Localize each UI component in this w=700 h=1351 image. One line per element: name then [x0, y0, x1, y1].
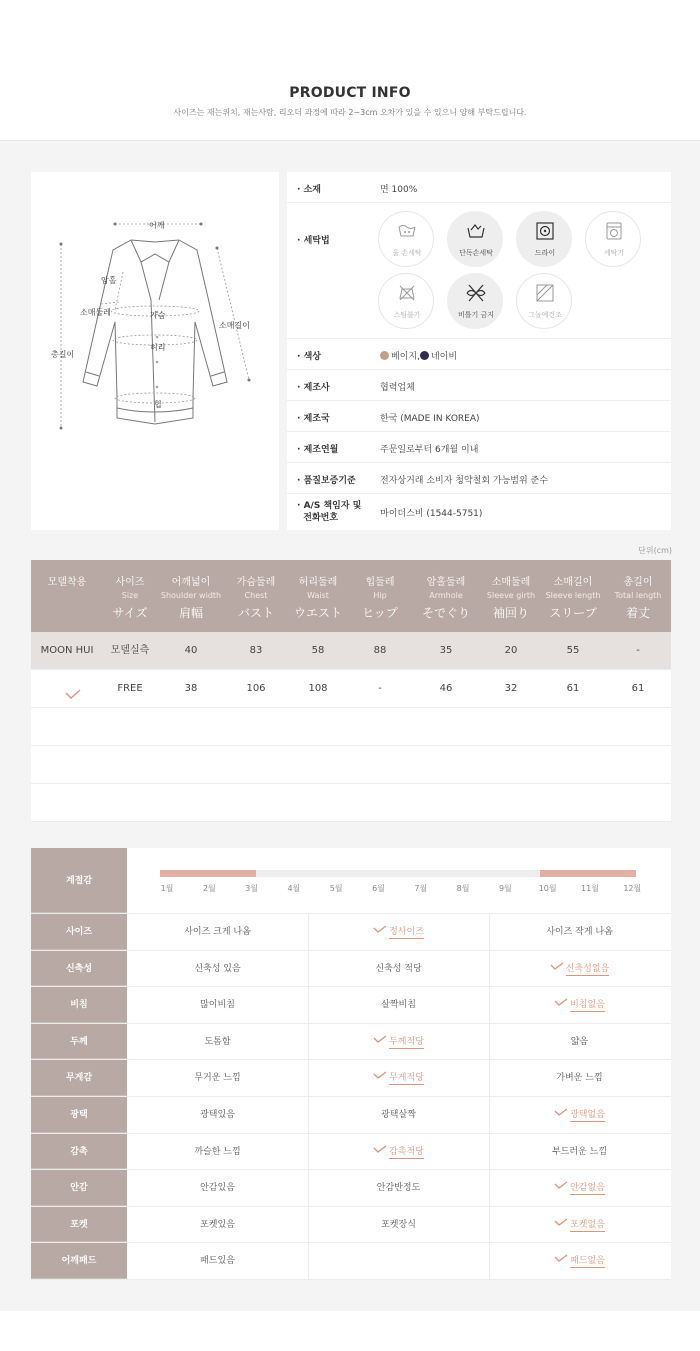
size-cell: [225, 784, 287, 822]
size-cell: [411, 784, 481, 822]
col-jp: 袖回り: [492, 606, 529, 620]
size-cell: [605, 746, 671, 784]
fit-option-text: 포켓없음: [570, 1219, 605, 1230]
label-hip: 힙: [154, 400, 162, 409]
column-divider: [489, 1097, 490, 1133]
quality-value: 전자상거래 소비자 청약철회 가능범위 준수: [380, 476, 548, 486]
fit-row-label: 비침: [31, 987, 127, 1023]
col-en: Sleeve length: [545, 591, 601, 600]
fit-option-text: 광택없음: [570, 1110, 605, 1120]
size-col-header: [481, 560, 541, 632]
wash-label: 비틀기 금지: [457, 311, 495, 319]
label-chest: 가슴: [150, 311, 166, 320]
column-divider: [489, 1243, 490, 1279]
size-cell: [349, 784, 411, 822]
fit-option: [308, 1243, 489, 1279]
label-total-length: 총길이: [51, 350, 75, 359]
size-cell: [349, 746, 411, 784]
size-cell: [103, 746, 157, 784]
month-label: 8월: [456, 884, 470, 893]
column-divider: [489, 914, 490, 950]
maker-label: · 제조사: [297, 383, 330, 393]
col-jp: サイズ: [112, 606, 148, 620]
size-col-header: [225, 560, 287, 632]
fit-option-text: 부드러운 느낌: [551, 1146, 608, 1157]
fit-row: [31, 1134, 671, 1171]
size-col-header: [287, 560, 349, 632]
season-fill-winter-early: [160, 870, 256, 877]
size-col-header: [103, 560, 157, 632]
label-armhole: 암홀: [101, 276, 117, 285]
size-cell: [31, 708, 103, 746]
month-label: 12월: [623, 884, 642, 893]
month-label: 2월: [202, 884, 216, 893]
fit-option-text: 안감있음: [200, 1183, 235, 1194]
no-wring-icon: [466, 283, 486, 303]
color-separator: ,: [417, 352, 420, 362]
col-kr: 소매길이: [553, 577, 593, 588]
col-en: Sleeve girth: [486, 591, 536, 600]
info-row-quality: [287, 463, 671, 494]
size-cell: [225, 746, 287, 784]
unit-label: 단위(cm): [638, 546, 672, 555]
size-col-header: [31, 560, 103, 632]
fit-row: [31, 1060, 671, 1097]
check-icon: [65, 684, 81, 703]
size-cell: 108: [308, 683, 328, 694]
info-row-color: [287, 339, 671, 370]
fit-option-text: 포켓장식: [381, 1219, 416, 1230]
fit-option-selected: [489, 987, 670, 1023]
fit-option-selected: [308, 1024, 489, 1060]
size-row: [31, 670, 671, 708]
column-divider: [308, 1170, 309, 1206]
column-divider: [308, 1060, 309, 1096]
color-navy: 네이비: [430, 352, 458, 362]
color-beige: 베이지: [391, 352, 418, 362]
check-icon: [554, 1254, 568, 1262]
size-cell: 58: [311, 645, 325, 656]
column-divider: [308, 951, 309, 987]
size-cell: 61: [631, 683, 645, 694]
column-divider: [308, 1243, 309, 1279]
size-cell: [157, 784, 225, 822]
wash-no-steam: [378, 273, 434, 329]
size-cell: FREE: [117, 683, 143, 694]
fit-option: [308, 1170, 489, 1206]
fit-option: [489, 1024, 670, 1060]
product-info-panel: [287, 172, 671, 530]
column-divider: [489, 1170, 490, 1206]
month-label: 1월: [160, 884, 174, 893]
fit-option-text: 무게적당: [389, 1073, 424, 1084]
wash-label: 단독손세탁: [459, 249, 493, 257]
fit-option-text: 정사이즈: [389, 927, 424, 937]
col-en: Chest: [244, 591, 268, 600]
month-label: 3월: [245, 884, 258, 893]
fit-option: [127, 987, 308, 1023]
info-row-material: [287, 172, 671, 203]
size-cell: 61: [566, 683, 580, 694]
info-row-as: [287, 494, 671, 530]
month-label: 10월: [538, 884, 557, 893]
month-label: 4월: [287, 884, 301, 893]
month-label: 6월: [372, 884, 385, 893]
maker-value: 협력업체: [380, 383, 415, 393]
fit-row: [31, 914, 671, 951]
fit-option: [127, 1170, 308, 1206]
shirt-illustration: [31, 172, 279, 530]
season-track: [160, 870, 636, 877]
size-cell: [541, 784, 605, 822]
wash-label: 스팀불가: [393, 311, 421, 319]
size-cell: 35: [439, 645, 453, 656]
fit-option-text: 까슬한 느낌: [194, 1146, 241, 1157]
country-label: · 제조국: [297, 414, 330, 424]
season-fill-winter-late: [540, 870, 636, 877]
size-cell: [605, 708, 671, 746]
fit-row-label: 두께: [31, 1024, 127, 1060]
fit-row: [31, 1097, 671, 1134]
column-divider: [308, 1024, 309, 1060]
fit-option-text: 사이즈 작게 나옴: [546, 927, 613, 937]
column-divider: [308, 1207, 309, 1243]
garment-diagram: [31, 172, 279, 530]
fit-option-text: 포켓있음: [200, 1219, 235, 1230]
size-cell: [541, 746, 605, 784]
size-cell: [287, 746, 349, 784]
col-jp: 着丈: [625, 606, 650, 620]
size-cell: 모델실측: [110, 645, 150, 656]
fit-option-selected: [489, 1097, 670, 1133]
fit-option: [127, 1243, 308, 1279]
fit-option: [308, 1207, 489, 1243]
size-cell: 46: [439, 683, 453, 694]
label-sleeve-length: 소매길이: [219, 321, 250, 330]
fit-row-label: 광택: [31, 1097, 127, 1133]
wash-washing-machine: [585, 211, 641, 267]
country-value: 한국 (MADE IN KOREA): [380, 414, 480, 424]
size-table-header: [31, 560, 671, 632]
fit-option-selected: [489, 1170, 670, 1206]
wash-label: 울 손세탁: [392, 249, 422, 257]
col-en: Size: [121, 591, 139, 600]
month-label: 9월: [498, 884, 512, 893]
size-col-header: [157, 560, 225, 632]
col-kr: 모델착용: [47, 577, 87, 588]
wash-dry-clean: [516, 211, 572, 267]
size-cell: [287, 708, 349, 746]
col-kr: 사이즈: [115, 577, 145, 588]
wash-label: 그늘에건조: [528, 311, 562, 319]
size-row: [31, 708, 671, 746]
fit-option-text: 많이비침: [200, 1000, 235, 1011]
check-icon: [554, 1181, 568, 1189]
col-kr: 허리둘레: [298, 577, 338, 588]
column-divider: [308, 1134, 309, 1170]
fit-row: [31, 1024, 671, 1061]
size-cell: 40: [184, 645, 198, 656]
col-en: Waist: [307, 591, 329, 600]
fit-option-text: 도톰함: [204, 1036, 231, 1047]
check-icon: [554, 1108, 568, 1116]
size-cell: 32: [504, 683, 518, 694]
label-waist: 허리: [150, 343, 166, 352]
size-cell: [349, 708, 411, 746]
size-cell: [605, 784, 671, 822]
fit-option: [308, 987, 489, 1023]
column-divider: [489, 1207, 490, 1243]
fit-option-selected: [489, 1207, 670, 1243]
fit-option-text: 무거운 느낌: [194, 1073, 241, 1084]
size-cell: 106: [246, 683, 266, 694]
fit-option-selected: [308, 914, 489, 950]
size-row: [31, 746, 671, 784]
fit-table: [31, 848, 671, 1280]
fit-option: [489, 914, 670, 950]
col-en: Shoulder width: [160, 591, 222, 600]
fit-option-text: 신축성 적당: [375, 963, 422, 974]
size-cell: [541, 708, 605, 746]
col-kr: 힙둘레: [365, 577, 395, 588]
size-cell: MOON HUI: [40, 645, 94, 656]
col-jp: そでぐり: [421, 606, 470, 620]
month-label: 5월: [329, 884, 343, 893]
material-value: 면 100%: [380, 185, 418, 195]
col-en: Hip: [373, 591, 387, 600]
info-row-maker: [287, 370, 671, 401]
column-divider: [489, 987, 490, 1023]
fit-option-text: 비침없음: [570, 1000, 605, 1011]
wash-label: · 세탁법: [297, 236, 330, 246]
fit-option-selected: [489, 951, 670, 987]
month-label: 7월: [414, 884, 428, 893]
fit-row-label: 감촉: [31, 1134, 127, 1170]
label-shoulder: 어깨: [149, 221, 165, 230]
color-value: [380, 349, 457, 362]
column-divider: [308, 1097, 309, 1133]
fit-row: [31, 1170, 671, 1207]
fit-row-label: 어깨패드: [31, 1243, 127, 1279]
column-divider: [489, 1134, 490, 1170]
size-cell: [481, 708, 541, 746]
col-kr: 어깨넓이: [171, 577, 211, 588]
check-icon: [373, 1071, 387, 1079]
fit-row-label: 신축성: [31, 951, 127, 987]
size-cell: [411, 708, 481, 746]
size-row: [31, 784, 671, 822]
column-divider: [489, 1060, 490, 1096]
size-col-header: [349, 560, 411, 632]
fit-option-text: 패드있음: [200, 1256, 235, 1267]
wash-label: 드라이: [534, 249, 556, 257]
size-cell: [287, 784, 349, 822]
check-icon: [373, 1035, 387, 1043]
fit-row: [31, 951, 671, 988]
check-icon: [550, 962, 564, 970]
page-header: [0, 0, 700, 140]
size-cell: [157, 746, 225, 784]
hand-wash-icon: [397, 221, 417, 241]
fit-option-selected: [308, 1060, 489, 1096]
fit-option-text: 광택있음: [200, 1110, 235, 1120]
fit-option: [127, 1097, 308, 1133]
size-cell: [103, 784, 157, 822]
fit-option: [489, 1060, 670, 1096]
fit-option-selected: [308, 1134, 489, 1170]
wash-label: 세탁기: [603, 249, 625, 257]
fit-option-text: 살짝비침: [381, 1000, 416, 1011]
column-divider: [489, 1024, 490, 1060]
size-cell: -: [636, 645, 640, 656]
info-row-date: [287, 432, 671, 463]
shade-dry-icon: [535, 283, 555, 303]
column-divider: [308, 987, 309, 1023]
fit-option-text: 신축성없음: [565, 963, 610, 974]
fit-row: [31, 987, 671, 1024]
fit-option: [127, 1060, 308, 1096]
col-en: Armhole: [429, 591, 463, 600]
col-jp: ヒップ: [362, 606, 398, 620]
fit-row: [31, 1243, 671, 1280]
size-col-header: [411, 560, 481, 632]
wash-separate-hand-wash: [447, 211, 503, 267]
fit-option: [127, 1024, 308, 1060]
size-cell: [481, 784, 541, 822]
fit-option: [308, 951, 489, 987]
fit-row-label: 안감: [31, 1170, 127, 1206]
no-steam-icon: [397, 283, 417, 303]
size-cell: [411, 746, 481, 784]
fit-row: [31, 1207, 671, 1244]
fit-option: [308, 1097, 489, 1133]
fit-option-text: 가벼운 느낌: [556, 1073, 603, 1084]
fit-row-label: 포켓: [31, 1207, 127, 1243]
material-label: · 소재: [297, 185, 321, 195]
fit-option-selected: [489, 1243, 670, 1279]
size-cell: [225, 708, 287, 746]
size-cell: [157, 708, 225, 746]
size-cell: 55: [566, 645, 580, 656]
fit-option-text: 얇음: [570, 1036, 589, 1047]
size-cell: [31, 784, 103, 822]
column-divider: [308, 914, 309, 950]
size-col-header: [605, 560, 671, 632]
quality-label: · 품질보증기준: [297, 476, 356, 486]
season-row: [31, 848, 671, 914]
size-cell: [31, 746, 103, 784]
size-cell: 20: [504, 645, 518, 656]
fit-option: [489, 1134, 670, 1170]
size-cell: [103, 708, 157, 746]
wash-no-wring: [447, 273, 503, 329]
col-kr: 암홀둘레: [426, 577, 466, 588]
col-kr: 가슴둘레: [236, 577, 276, 588]
label-sleeve-girth: 소매둘레: [80, 308, 111, 317]
size-cell: 83: [249, 645, 263, 656]
col-jp: バスト: [237, 606, 274, 620]
month-label: 11월: [581, 884, 599, 893]
date-value: 주문일로부터 6개월 이내: [380, 445, 479, 455]
fit-option: [127, 1134, 308, 1170]
col-jp: ウエスト: [293, 606, 342, 620]
check-icon: [554, 998, 568, 1006]
fit-option: [127, 951, 308, 987]
fit-row-label: 무게감: [31, 1060, 127, 1096]
check-icon: [373, 1145, 387, 1153]
wash-hand-wash: [378, 211, 434, 267]
fit-option: [127, 1207, 308, 1243]
info-row-wash: [287, 203, 671, 339]
column-divider: [489, 951, 490, 987]
fit-option-text: 광택살짝: [381, 1110, 416, 1120]
check-icon: [373, 925, 387, 933]
fit-row-label: 사이즈: [31, 914, 127, 950]
as-label: · A/S 책임자 및 전화번호: [297, 501, 362, 523]
color-label: · 색상: [297, 352, 321, 362]
fit-option-text: 감촉적당: [389, 1146, 424, 1157]
col-en: Total length: [614, 591, 662, 600]
col-jp: スリーブ: [549, 606, 597, 620]
size-cell: 88: [373, 645, 387, 656]
page-title: PRODUCT INFO: [289, 85, 411, 101]
separate-hand-wash-icon: [466, 221, 486, 241]
season-label: 계절감: [31, 848, 127, 913]
fit-option-text: 두께적당: [389, 1036, 424, 1047]
date-label: · 제조연월: [297, 445, 339, 455]
beige-swatch: [380, 351, 389, 360]
fit-option-text: 안감없음: [570, 1183, 605, 1194]
check-icon: [554, 1218, 568, 1226]
washing-machine-icon: [604, 221, 624, 241]
fit-option-text: 신축성 있음: [194, 963, 241, 974]
page-subtitle: 사이즈는 재는위치, 재는사람, 리오더 과정에 따라 2~3cm 오차가 있을 수 있으니 양해 부탁드립니다.: [173, 108, 527, 117]
fit-option-text: 안감반정도: [376, 1183, 421, 1194]
size-cell: 38: [184, 683, 198, 694]
col-jp: 肩幅: [178, 606, 203, 620]
col-kr: 총길이: [623, 577, 653, 588]
as-value: 마이더스비 (1544-5751): [380, 509, 483, 519]
navy-swatch: [420, 351, 429, 360]
wash-shade-dry: [516, 273, 572, 329]
size-cell: [481, 746, 541, 784]
fit-option-text: 패드없음: [570, 1256, 605, 1267]
size-row-model: [31, 632, 671, 670]
col-kr: 소매둘레: [491, 577, 531, 588]
info-row-country: [287, 401, 671, 432]
dry-clean-icon: [535, 221, 555, 241]
fit-option: [127, 914, 308, 950]
size-col-header: [541, 560, 605, 632]
size-cell: -: [378, 683, 382, 694]
fit-option-text: 사이즈 크게 나옴: [184, 927, 251, 937]
